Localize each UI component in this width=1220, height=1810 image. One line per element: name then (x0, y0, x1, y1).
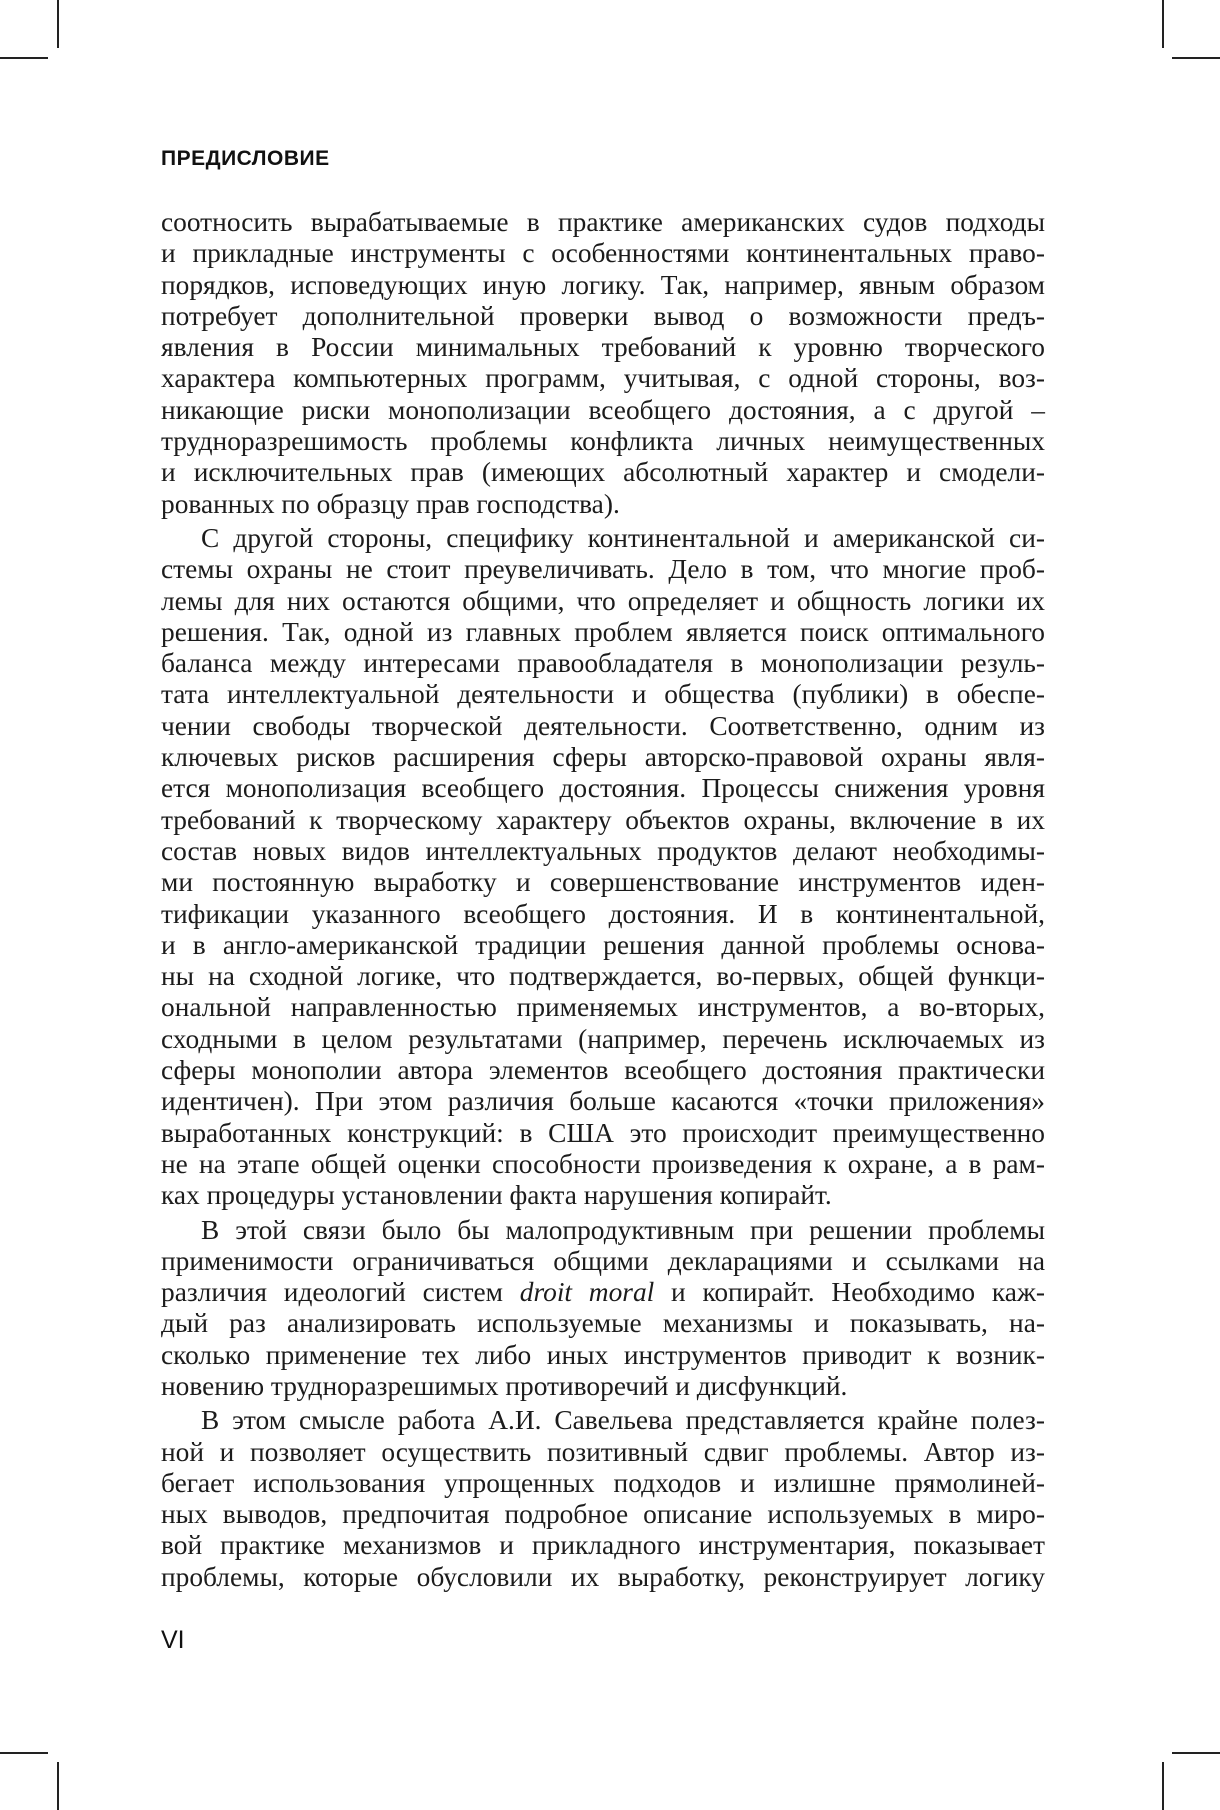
text-line: порядков, исповедующих иную логику. Так, например, явным образом (161, 269, 1045, 300)
text-line: решения. Так, одной из главных проблем является поиск оптимального (161, 616, 1045, 647)
running-head: ПРЕДИСЛОВИЕ (161, 147, 330, 170)
crop-mark-bottom-right-horizontal (1172, 1752, 1220, 1754)
text-line: В этом смысле работа А.И. Савельева представляется крайне полез- (201, 1405, 1045, 1436)
text-line: ны на сходной логике, что подтверждается, во-первых, общей функци- (161, 961, 1045, 992)
text-line: идентичен). При этом различия больше касаются «точки приложения» (161, 1086, 1045, 1117)
crop-mark-top-right-vertical (1162, 0, 1164, 48)
text-line: ной и позволяет осуществить позитивный сдвиг проблемы. Автор из- (161, 1436, 1045, 1467)
text-line: дый раз анализировать используемые механизмы и показывать, на- (161, 1308, 1045, 1339)
text-line: ми постоянную выработку и совершенствование инструментов иден- (161, 867, 1045, 898)
text-line: и прикладные инструменты с особенностями континентальных право- (161, 238, 1045, 269)
crop-mark-bottom-left-horizontal (0, 1752, 48, 1754)
text-line: В этой связи было бы малопродуктивным при решении проблемы (201, 1214, 1045, 1245)
text-line: рованных по образцу прав господства). (161, 488, 620, 519)
text-line: требований к творческому характеру объектов охраны, включение в их (161, 804, 1045, 835)
text-line: тата интеллектуальной деятельности и общества (публики) в обеспе- (161, 679, 1045, 710)
text-line: потребует дополнительной проверки вывод о возможности предъ- (161, 300, 1045, 331)
text-line: ключевых рисков расширения сферы авторско-правовой охраны явля- (161, 742, 1045, 773)
text-line: состав новых видов интеллектуальных продуктов делают необходимы- (161, 835, 1045, 866)
text-line: характера компьютерных программ, учитывая, с одной стороны, воз- (161, 363, 1045, 394)
text-line: тификации указанного всеобщего достояния. И в континентальной, (161, 898, 1045, 929)
text-line: явления в России минимальных требований к уровню творческого (161, 332, 1045, 363)
text-line: выработанных конструкций: в США это происходит преимущественно (161, 1117, 1045, 1148)
text-line: трудноразрешимость проблемы конфликта личных неимущественных (161, 426, 1045, 457)
text-line: баланса между интересами правообладателя в монополизации резуль- (161, 648, 1045, 679)
text-line: новению трудноразрешимых противоречий и дисфункций. (161, 1370, 848, 1401)
text-line: ных выводов, предпочитая подробное описание используемых в миро- (161, 1499, 1045, 1530)
crop-mark-bottom-left-vertical (57, 1762, 59, 1810)
text-line (161, 1277, 1045, 1308)
crop-mark-bottom-right-vertical (1162, 1762, 1164, 1810)
text-line: применимости ограничиваться общими декларациями и ссылками на (161, 1245, 1045, 1276)
text-line: никающие риски монополизации всеобщего достояния, а с другой – (161, 394, 1045, 425)
text-line: сходными в целом результатами (например, перечень исключаемых из (161, 1023, 1045, 1054)
text-line: лемы для них остаются общими, что определяет и общность логики их (161, 585, 1045, 616)
text-line: ется монополизация всеобщего достояния. Процессы снижения уровня (161, 773, 1045, 804)
text-line: и исключительных прав (имеющих абсолютный характер и смодели- (161, 457, 1045, 488)
text-line: ках процедуры установлении факта нарушения копирайт. (161, 1180, 832, 1211)
crop-mark-top-left-horizontal (0, 57, 48, 59)
crop-mark-top-left-vertical (57, 0, 59, 48)
text-run: различия идеологий систем (161, 1277, 520, 1308)
text-line: чении свободы творческой деятельности. Соответственно, одним из (161, 710, 1045, 741)
text-run: и копирайт. Необходимо каж- (654, 1277, 1045, 1308)
text-line: проблемы, которые обусловили их выработку, реконструирует логику (161, 1561, 1045, 1592)
text-line: сколько применение тех либо иных инструментов приводит к возник- (161, 1339, 1045, 1370)
text-line: не на этапе общей оценки способности произведения к охране, а в рам- (161, 1148, 1045, 1179)
page-number: VI (161, 1626, 185, 1654)
text-line: С другой стороны, специфику континентальной и американской си- (201, 522, 1045, 553)
text-line: сферы монополии автора элементов всеобщего достояния практически (161, 1055, 1045, 1086)
text-line: и в англо-американской традиции решения данной проблемы основа- (161, 929, 1045, 960)
crop-mark-top-right-horizontal (1172, 57, 1220, 59)
text-line: соотносить вырабатываемые в практике американских судов подходы (161, 207, 1045, 237)
text-line: бегает использования упрощенных подходов и излишне прямолиней- (161, 1467, 1045, 1498)
text-line: ональной направленностью применяемых инструментов, а во-вторых, (161, 992, 1045, 1023)
text-line: вой практике механизмов и прикладного инструментария, показывает (161, 1530, 1045, 1561)
body-text (161, 207, 1045, 1593)
text-line: стемы охраны не стоит преувеличивать. Дело в том, что многие проб- (161, 554, 1045, 585)
italic-term: droit moral (519, 1277, 655, 1308)
